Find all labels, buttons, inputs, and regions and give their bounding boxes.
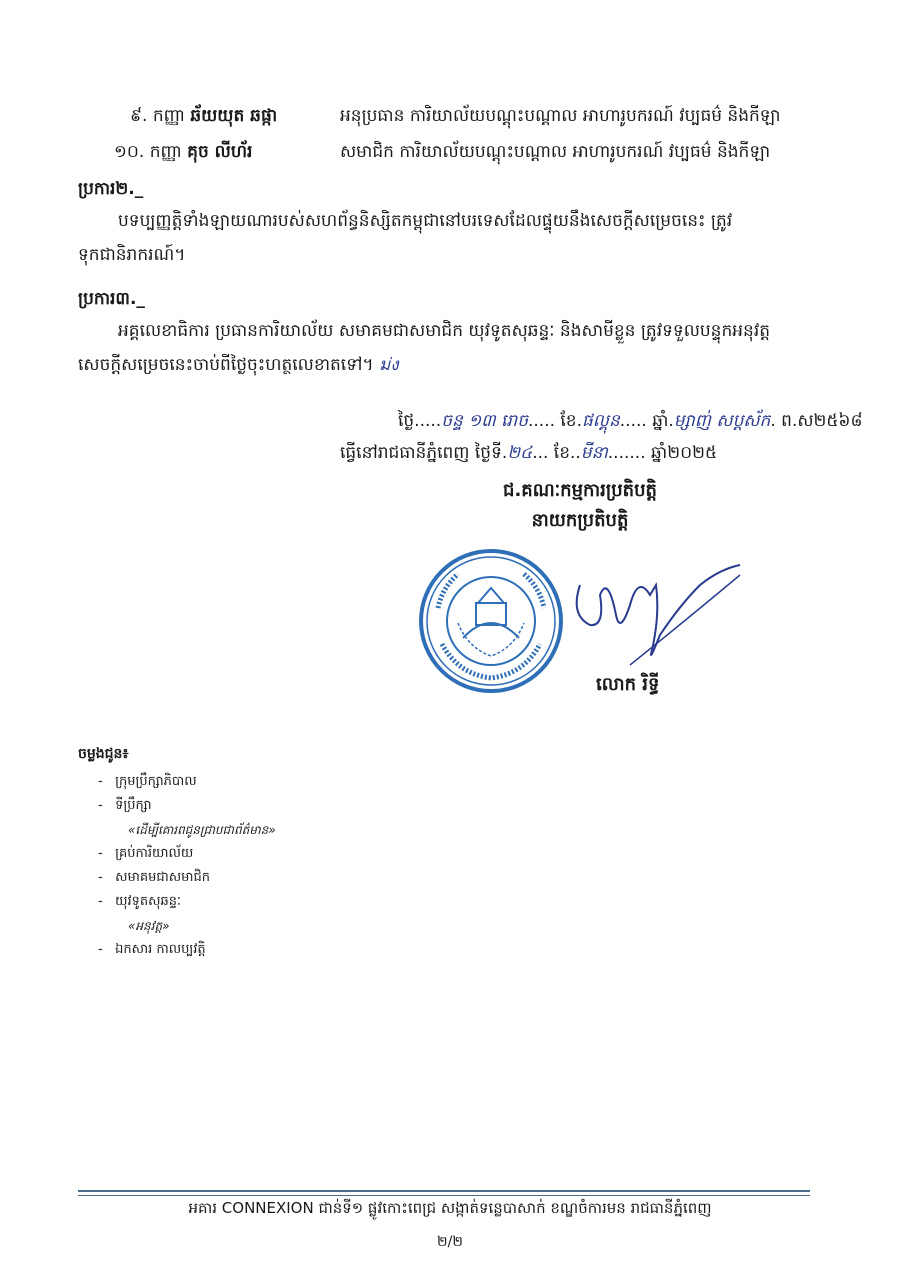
lunar-day-value: ចន្ទ ១៣ រោច <box>441 411 528 431</box>
signer-name: លោក រិទ្ធី <box>596 674 660 695</box>
page-number: ២/២ <box>437 1234 463 1250</box>
article-3-text: សេចក្តីសម្រេចនេះចាប់ពីថ្ងៃចុះហត្ថលេខាតទៅ។ <box>78 355 374 375</box>
day-value: ២៤ <box>507 443 533 463</box>
year-label: ....... ឆ្នាំ២០២៥ <box>607 443 718 463</box>
member-number: ១០. <box>114 142 145 162</box>
lunar-date-line <box>398 410 863 435</box>
list-item: - យុវទូតសុឆន្ទៈ <box>98 894 181 909</box>
month-label: ... ខែ.. <box>532 443 581 463</box>
list-item: - គ្រប់ការិយាល័យ <box>98 846 194 861</box>
cc-item-label: គ្រប់ការិយាល័យ <box>115 846 194 861</box>
cc-list <box>98 770 276 962</box>
cc-item-label: ក្រុមប្រឹក្សាភិបាល <box>115 774 197 789</box>
cc-item-label: សមាគមជាសមាជិក <box>115 870 210 885</box>
lunar-year-label: ..... ឆ្នាំ. <box>619 411 674 431</box>
list-item: - ទីប្រឹក្សា <box>98 798 152 813</box>
cc-title: ចម្លងជូន៖ <box>78 746 129 762</box>
cc-item-note: «ដើម្បីគោរពជូនជ្រាបជាព័ត៌មាន» <box>128 823 276 837</box>
member-row-10 <box>114 140 252 164</box>
buddhist-era: . ព.ស២៥៦៨ <box>770 411 863 431</box>
lunar-year-value: ម្សាញ់ សប្តស័ក <box>673 411 771 431</box>
handwritten-initial: ม่ง <box>379 355 399 375</box>
article-3-heading: ប្រការ៣._ <box>78 289 145 309</box>
article-2-line-2: ទុកជានិរាករណ៍។ <box>78 245 186 265</box>
article-3-line-2 <box>78 350 399 380</box>
footer-address: អគារ CONNEXION ជាន់ទី១ ផ្លូវកោះពេជ្រ សង្កាត់ទន្លេបាសាក់ ខណ្ឌចំការមន រាជធានីភ្នំពេញ <box>188 1199 712 1217</box>
article-2-heading: ប្រការ២._ <box>78 179 144 199</box>
member-role-9: អនុប្រធាន ការិយាល័យបណ្តុះបណ្តាល អាហារូបករណ៍ វប្បធម៌ និងកីឡា <box>340 106 781 126</box>
member-number: ៩. <box>130 106 148 126</box>
cc-item-note: «អនុវត្ត» <box>128 919 170 933</box>
committee-title: ជ.គណៈកម្មការប្រតិបត្តិ <box>503 480 657 501</box>
lunar-month-label: ..... ខែ. <box>527 411 582 431</box>
place-label: ធ្វើនៅរាជធានីភ្នំពេញ ថ្ងៃទី. <box>340 443 508 463</box>
lunar-day-label: ថ្ងៃ..... <box>398 411 442 431</box>
cc-item-label: ទីប្រឹក្សា <box>115 798 152 813</box>
member-row-9 <box>130 104 277 128</box>
member-name: គុច លីហ័រ <box>187 142 253 162</box>
organization-seal-icon <box>418 548 564 694</box>
article-2-line-1: បទប្បញ្ញត្តិទាំងឡាយណារបស់សហព័ន្ធនិស្សិតកម្ពុជានៅបរទេសដែលផ្ទុយនឹងសេចក្តីសម្រេចនេះ ត្រូវ <box>118 211 733 231</box>
member-role-10: សមាជិក ការិយាល័យបណ្តុះបណ្តាល អាហារូបករណ៍ វប្បធម៌ និងកីឡា <box>340 142 771 162</box>
place-date-line <box>340 442 717 467</box>
month-value: មីនា <box>580 443 608 463</box>
cc-item-label: យុវទូតសុឆន្ទៈ <box>115 894 181 909</box>
member-prefix: កញ្ញា <box>152 106 185 126</box>
article-3-line-1: អគ្គលេខាធិការ ប្រធានការិយាល័យ សមាគមជាសមាជិក យុវទូតសុឆន្ទៈ និងសាមីខ្លួន ត្រូវទទួលបន្ទុកអនុវត្ត <box>118 321 771 341</box>
footer-divider-thin <box>78 1195 810 1196</box>
handwritten-signature-icon <box>560 555 750 675</box>
member-prefix: កញ្ញា <box>149 142 182 162</box>
footer-divider <box>78 1190 810 1192</box>
list-item: - សមាគមជាសមាជិក <box>98 870 210 885</box>
cc-item-label: ឯកសារ កាលប្បវត្តិ <box>115 942 206 957</box>
list-item: - ឯកសារ កាលប្បវត្តិ <box>98 942 206 957</box>
list-item: - ក្រុមប្រឹក្សាភិបាល <box>98 774 197 789</box>
lunar-month-value: ផល្គុន <box>582 411 620 431</box>
director-title: នាយកប្រតិបត្តិ <box>531 510 629 531</box>
member-name: ឆ័យយុត ឆផ្កា <box>190 106 278 126</box>
